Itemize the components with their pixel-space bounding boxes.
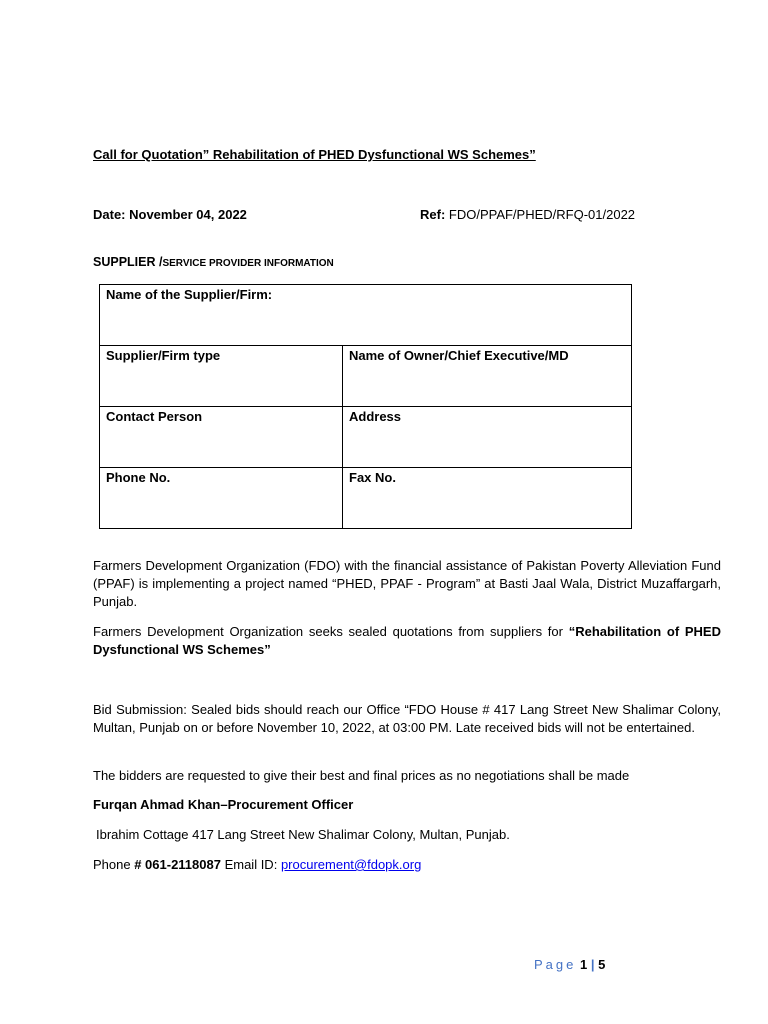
table-row bbox=[100, 346, 632, 407]
supplier-name-cell: Name of the Supplier/Firm: bbox=[100, 285, 632, 346]
officer-address: Ibrahim Cottage 417 Lang Street New Shalimar Colony, Multan, Punjab. bbox=[96, 827, 510, 842]
email-link[interactable]: procurement@fdopk.org bbox=[280, 857, 422, 872]
owner-cell: Name of Owner/Chief Executive/MD bbox=[343, 346, 632, 407]
footer-page-word: Page bbox=[534, 957, 577, 972]
quotation-text: Farmers Development Organization seeks sealed quotations from suppliers for bbox=[93, 624, 569, 639]
page-footer bbox=[534, 957, 605, 972]
quotation-paragraph bbox=[93, 623, 721, 659]
phone-cell: Phone No. bbox=[100, 468, 343, 529]
phone-number: # 061-2118087 bbox=[134, 857, 221, 872]
bidders-note-paragraph: The bidders are requested to give their best and final prices as no negotiations shall be made bbox=[93, 768, 630, 783]
document-date: Date: November 04, 2022 bbox=[93, 207, 247, 222]
supplier-info-heading bbox=[93, 255, 334, 269]
table-row bbox=[100, 468, 632, 529]
reference-value: FDO/PPAF/PHED/RFQ-01/2022 bbox=[445, 207, 636, 222]
footer-page-total: 5 bbox=[598, 957, 606, 972]
bid-submission-paragraph: Bid Submission: Sealed bids should reach our Office “FDO House # 417 Lang Street New Shalimar Colony, Multan, Punjab on or before November 10, 2022, at 03:00 PM. Late received bids will not be entertained. bbox=[93, 702, 721, 735]
supplier-heading-main: SUPPLIER / bbox=[93, 255, 163, 269]
firm-type-cell: Supplier/Firm type bbox=[100, 346, 343, 407]
table-row bbox=[100, 285, 632, 346]
phone-label: Phone bbox=[93, 857, 135, 872]
reference-label: Ref: bbox=[420, 207, 446, 222]
supplier-info-table bbox=[99, 284, 632, 529]
contact-line bbox=[93, 857, 421, 872]
fax-cell: Fax No. bbox=[343, 468, 632, 529]
contact-person-cell: Contact Person bbox=[100, 407, 343, 468]
intro-paragraph: Farmers Development Organization (FDO) with the financial assistance of Pakistan Poverty Alleviation Fund (PPAF) is implementing a project named “PHED, PPAF - Program” at Basti Jaal Wala, District Muzaffargarh, Punjab. bbox=[93, 558, 721, 609]
email-label: Email ID: bbox=[220, 857, 281, 872]
footer-separator: | bbox=[590, 957, 595, 972]
quotation-project-name: “Rehabilitation of PHED Dysfunctional WS Schemes” bbox=[93, 624, 721, 657]
document-title: Call for Quotation” Rehabilitation of PHED Dysfunctional WS Schemes” bbox=[93, 147, 536, 162]
supplier-heading-small: SERVICE PROVIDER INFORMATION bbox=[162, 258, 334, 269]
address-cell: Address bbox=[343, 407, 632, 468]
procurement-officer-name: Furqan Ahmad Khan–Procurement Officer bbox=[93, 797, 354, 812]
footer-page-number: 1 bbox=[580, 957, 588, 972]
document-reference bbox=[420, 207, 635, 222]
table-row bbox=[100, 407, 632, 468]
